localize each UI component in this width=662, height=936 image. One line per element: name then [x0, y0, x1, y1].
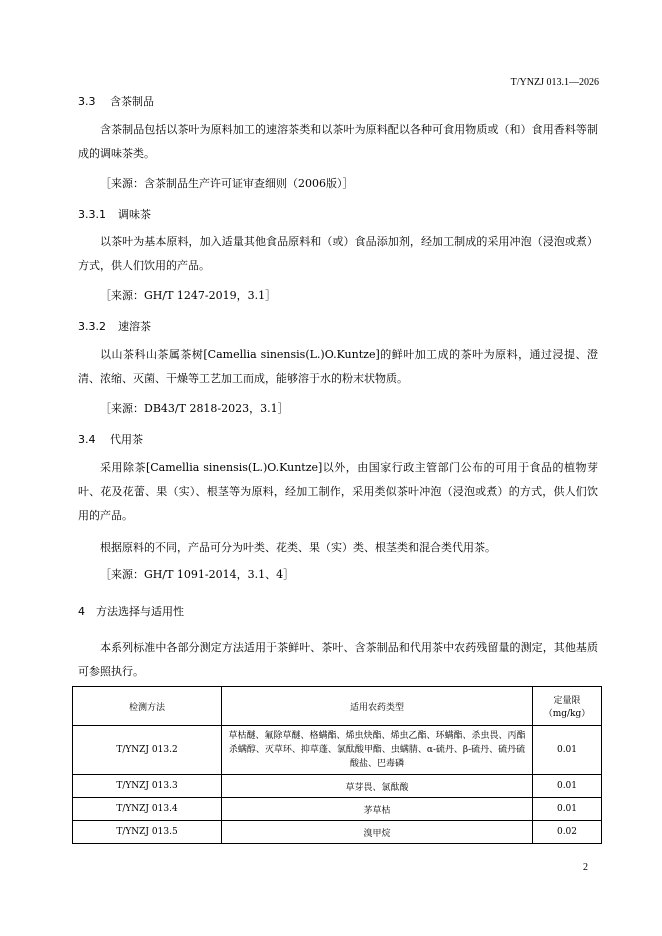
section-title: 方法选择与适用性: [96, 605, 184, 618]
section-body-3-4-classification: 根据原料的不同，产品可分为叶类、花类、果（实）类、根茎类和混合类代用茶。: [100, 541, 496, 554]
cell-method: T/YNZJ 013.2: [73, 726, 222, 775]
header-loq-unit: （mg/kg）: [543, 709, 591, 719]
section-body-3-3: 含茶制品包括以茶叶为原料加工的速溶茶类和以茶叶为原料配以各种可食用物质或（和）食用香料等制成的调味茶类。: [78, 123, 598, 160]
header-pesticides: 适用农药类型: [222, 687, 533, 726]
table-row: [73, 726, 602, 775]
table-row: [73, 798, 602, 821]
section-body-3-3-2: 以山茶科山茶属茶树[Camellia sinensis(L.)O.Kuntze]的鲜叶加工成的茶叶为原料，通过浸提、澄清、浓缩、灭菌、干燥等工艺加工而成，能够溶于水的粉末状物质。: [78, 348, 598, 385]
table-row: [73, 821, 602, 844]
cell-method: T/YNZJ 013.3: [73, 775, 222, 798]
cell-method: T/YNZJ 013.4: [73, 798, 222, 821]
section-number: 4: [78, 605, 85, 618]
cell-pesticides: 草枯醚、氟除草醚、格螨酯、烯虫炔酯、烯虫乙酯、环螨酯、杀虫畏、丙酯杀螨醇、灭草环、抑草蓬、氯酞酸甲酯、虫螨腈、α-硫丹、β-硫丹、硫丹硫酸盐、巴毒磷: [222, 726, 533, 775]
section-body-4: 本系列标准中各部分测定方法适用于茶鲜叶、茶叶、含茶制品和代用茶中农药残留量的测定，其他基质可参照执行。: [78, 641, 598, 678]
header-method: 检测方法: [73, 687, 222, 726]
method-applicability-table: [72, 686, 602, 844]
section-title: 调味茶: [118, 208, 151, 221]
section-number: 3.3.1: [78, 208, 106, 221]
cell-pesticides: 溴甲烷: [222, 821, 533, 844]
cell-loq: 0.01: [533, 726, 602, 775]
section-body-3-4: 采用除茶[Camellia sinensis(L.)O.Kuntze]以外，由国家行政主管部门公布的可用于食品的植物芽叶、花及花蕾、果（实）、根茎等为原料，经加工制作，采用类似茶叶冲泡（浸泡或煮）的方式，供人们饮用的产品。: [78, 461, 598, 522]
source-citation-3-3: ［来源：含茶制品生产许可证审查细则（2006版）］: [100, 177, 354, 190]
section-number: 3.3: [78, 95, 96, 108]
cell-loq: 0.02: [533, 821, 602, 844]
section-body-3-3-1: 以茶叶为基本原料，加入适量其他食品原料和（或）食品添加剂，经加工制成的采用冲泡（浸泡或煮）方式，供人们饮用的产品。: [78, 235, 598, 272]
header-loq: [533, 687, 602, 726]
source-citation-3-3-1: ［来源：GH/T 1247-2019，3.1］: [100, 289, 277, 302]
section-heading-3-3-1: [78, 206, 151, 222]
section-number: 3.4: [78, 433, 96, 446]
page-number: 2: [583, 862, 588, 873]
source-citation-3-3-2: ［来源：DB43/T 2818-2023，3.1］: [100, 402, 289, 415]
section-title: 速溶茶: [118, 320, 151, 333]
cell-loq: 0.01: [533, 775, 602, 798]
section-title: 含茶制品: [110, 95, 154, 108]
section-number: 3.3.2: [78, 320, 106, 333]
table-header-row: [73, 687, 602, 726]
section-title: 代用茶: [110, 433, 143, 446]
document-code-header: T/YNZJ 013.1—2026: [510, 77, 599, 88]
section-heading-3-4: [78, 431, 143, 447]
cell-loq: 0.01: [533, 798, 602, 821]
source-citation-3-4: ［来源：GH/T 1091-2014，3.1、4］: [100, 568, 295, 581]
cell-pesticides: 茅草枯: [222, 798, 533, 821]
section-heading-4: [78, 603, 184, 619]
header-loq-label: 定量限: [553, 696, 581, 706]
cell-pesticides: 草芽畏、氯酞酸: [222, 775, 533, 798]
table-row: [73, 775, 602, 798]
section-heading-3-3: [78, 93, 154, 109]
cell-method: T/YNZJ 013.5: [73, 821, 222, 844]
section-heading-3-3-2: [78, 318, 151, 334]
